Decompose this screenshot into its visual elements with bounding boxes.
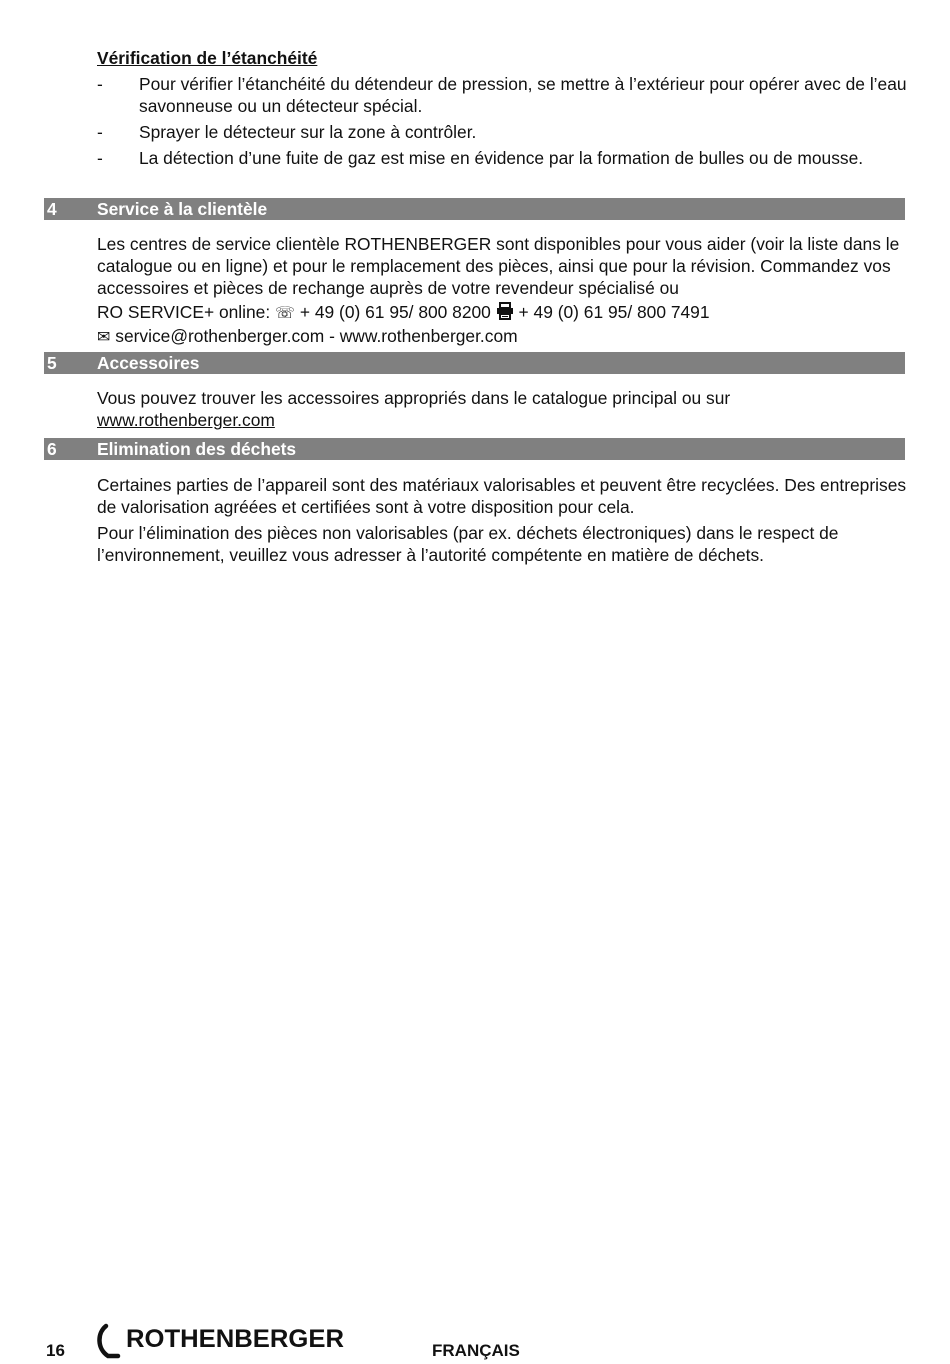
- leak-check-heading: Vérification de l’étanchéité: [97, 48, 318, 68]
- rothenberger-logo: [96, 1323, 348, 1359]
- section-header-disposal: [44, 438, 905, 460]
- disposal-paragraph: Certaines parties de l’appareil sont des matériaux valorisables et peuvent être recyclées. Des entreprises de valorisation agréées et certifiées sont à votre disposition pour cela.: [97, 475, 907, 517]
- section-title: Service à la clientèle: [97, 199, 268, 219]
- email-line: [97, 325, 907, 349]
- customer-service-body: [97, 233, 907, 349]
- customer-service-text: Les centres de service clientèle ROTHENBERGER sont disponibles pour vous aider (voir la liste dans le catalogue ou en ligne) et pour le remplacement des pièces, ainsi que pour la révision. Commandez vos accessoires et pièces de rechange auprès de votre revendeur spécialisé ou: [97, 234, 900, 298]
- list-item: [97, 147, 907, 169]
- list-item-text: Sprayer le détecteur sur la zone à contrôler.: [139, 122, 477, 142]
- bullet-dash: -: [97, 148, 103, 168]
- accessories-text: Vous pouvez trouver les accessoires appropriés dans le catalogue principal ou sur: [97, 388, 731, 408]
- disposal-paragraph: Pour l’élimination des pièces non valorisables (par ex. déchets électroniques) dans le respect de l’environnement, veuillez vous adresser à l’autorité compétente en matière de déchets.: [97, 523, 839, 565]
- bullet-dash: -: [97, 122, 103, 142]
- leak-check-section: [97, 47, 907, 169]
- section-number: 4: [47, 199, 57, 219]
- section-title: Elimination des déchets: [97, 439, 297, 459]
- list-item: [97, 73, 907, 117]
- language-label: FRANÇAIS: [432, 1341, 520, 1360]
- phone-number: + 49 (0) 61 95/ 800 8200: [299, 302, 491, 322]
- disposal-body: [97, 474, 907, 566]
- section-header-accessories: [44, 352, 905, 374]
- website-link[interactable]: www.rothenberger.com: [97, 410, 275, 430]
- section-title: Accessoires: [97, 353, 200, 373]
- service-contact-line: [97, 301, 907, 325]
- fax-icon: [496, 302, 514, 325]
- section-header-customer-service: [44, 198, 905, 220]
- email-web-text: service@rothenberger.com - www.rothenberger.com: [115, 326, 518, 346]
- section-number: 5: [47, 353, 57, 373]
- list-item-text: La détection d’une fuite de gaz est mise en évidence par la formation de bulles ou de mousse.: [139, 148, 864, 168]
- fax-number: + 49 (0) 61 95/ 800 7491: [518, 302, 710, 322]
- service-label: RO SERVICE+ online:: [97, 302, 271, 322]
- bullet-dash: -: [97, 74, 103, 94]
- page-number: 16: [46, 1341, 65, 1360]
- list-item: [97, 121, 907, 143]
- list-item-text: Pour vérifier l’étanchéité du détendeur de pression, se mettre à l’extérieur pour opérer avec de l’eau savonneuse ou un détecteur spécial.: [139, 74, 907, 116]
- envelope-icon: ✉: [97, 329, 111, 346]
- section-number: 6: [47, 439, 57, 459]
- accessories-body: [97, 387, 907, 431]
- phone-icon: ☏: [275, 305, 296, 322]
- brand-wordmark: ROTHENBERGER: [126, 1325, 344, 1353]
